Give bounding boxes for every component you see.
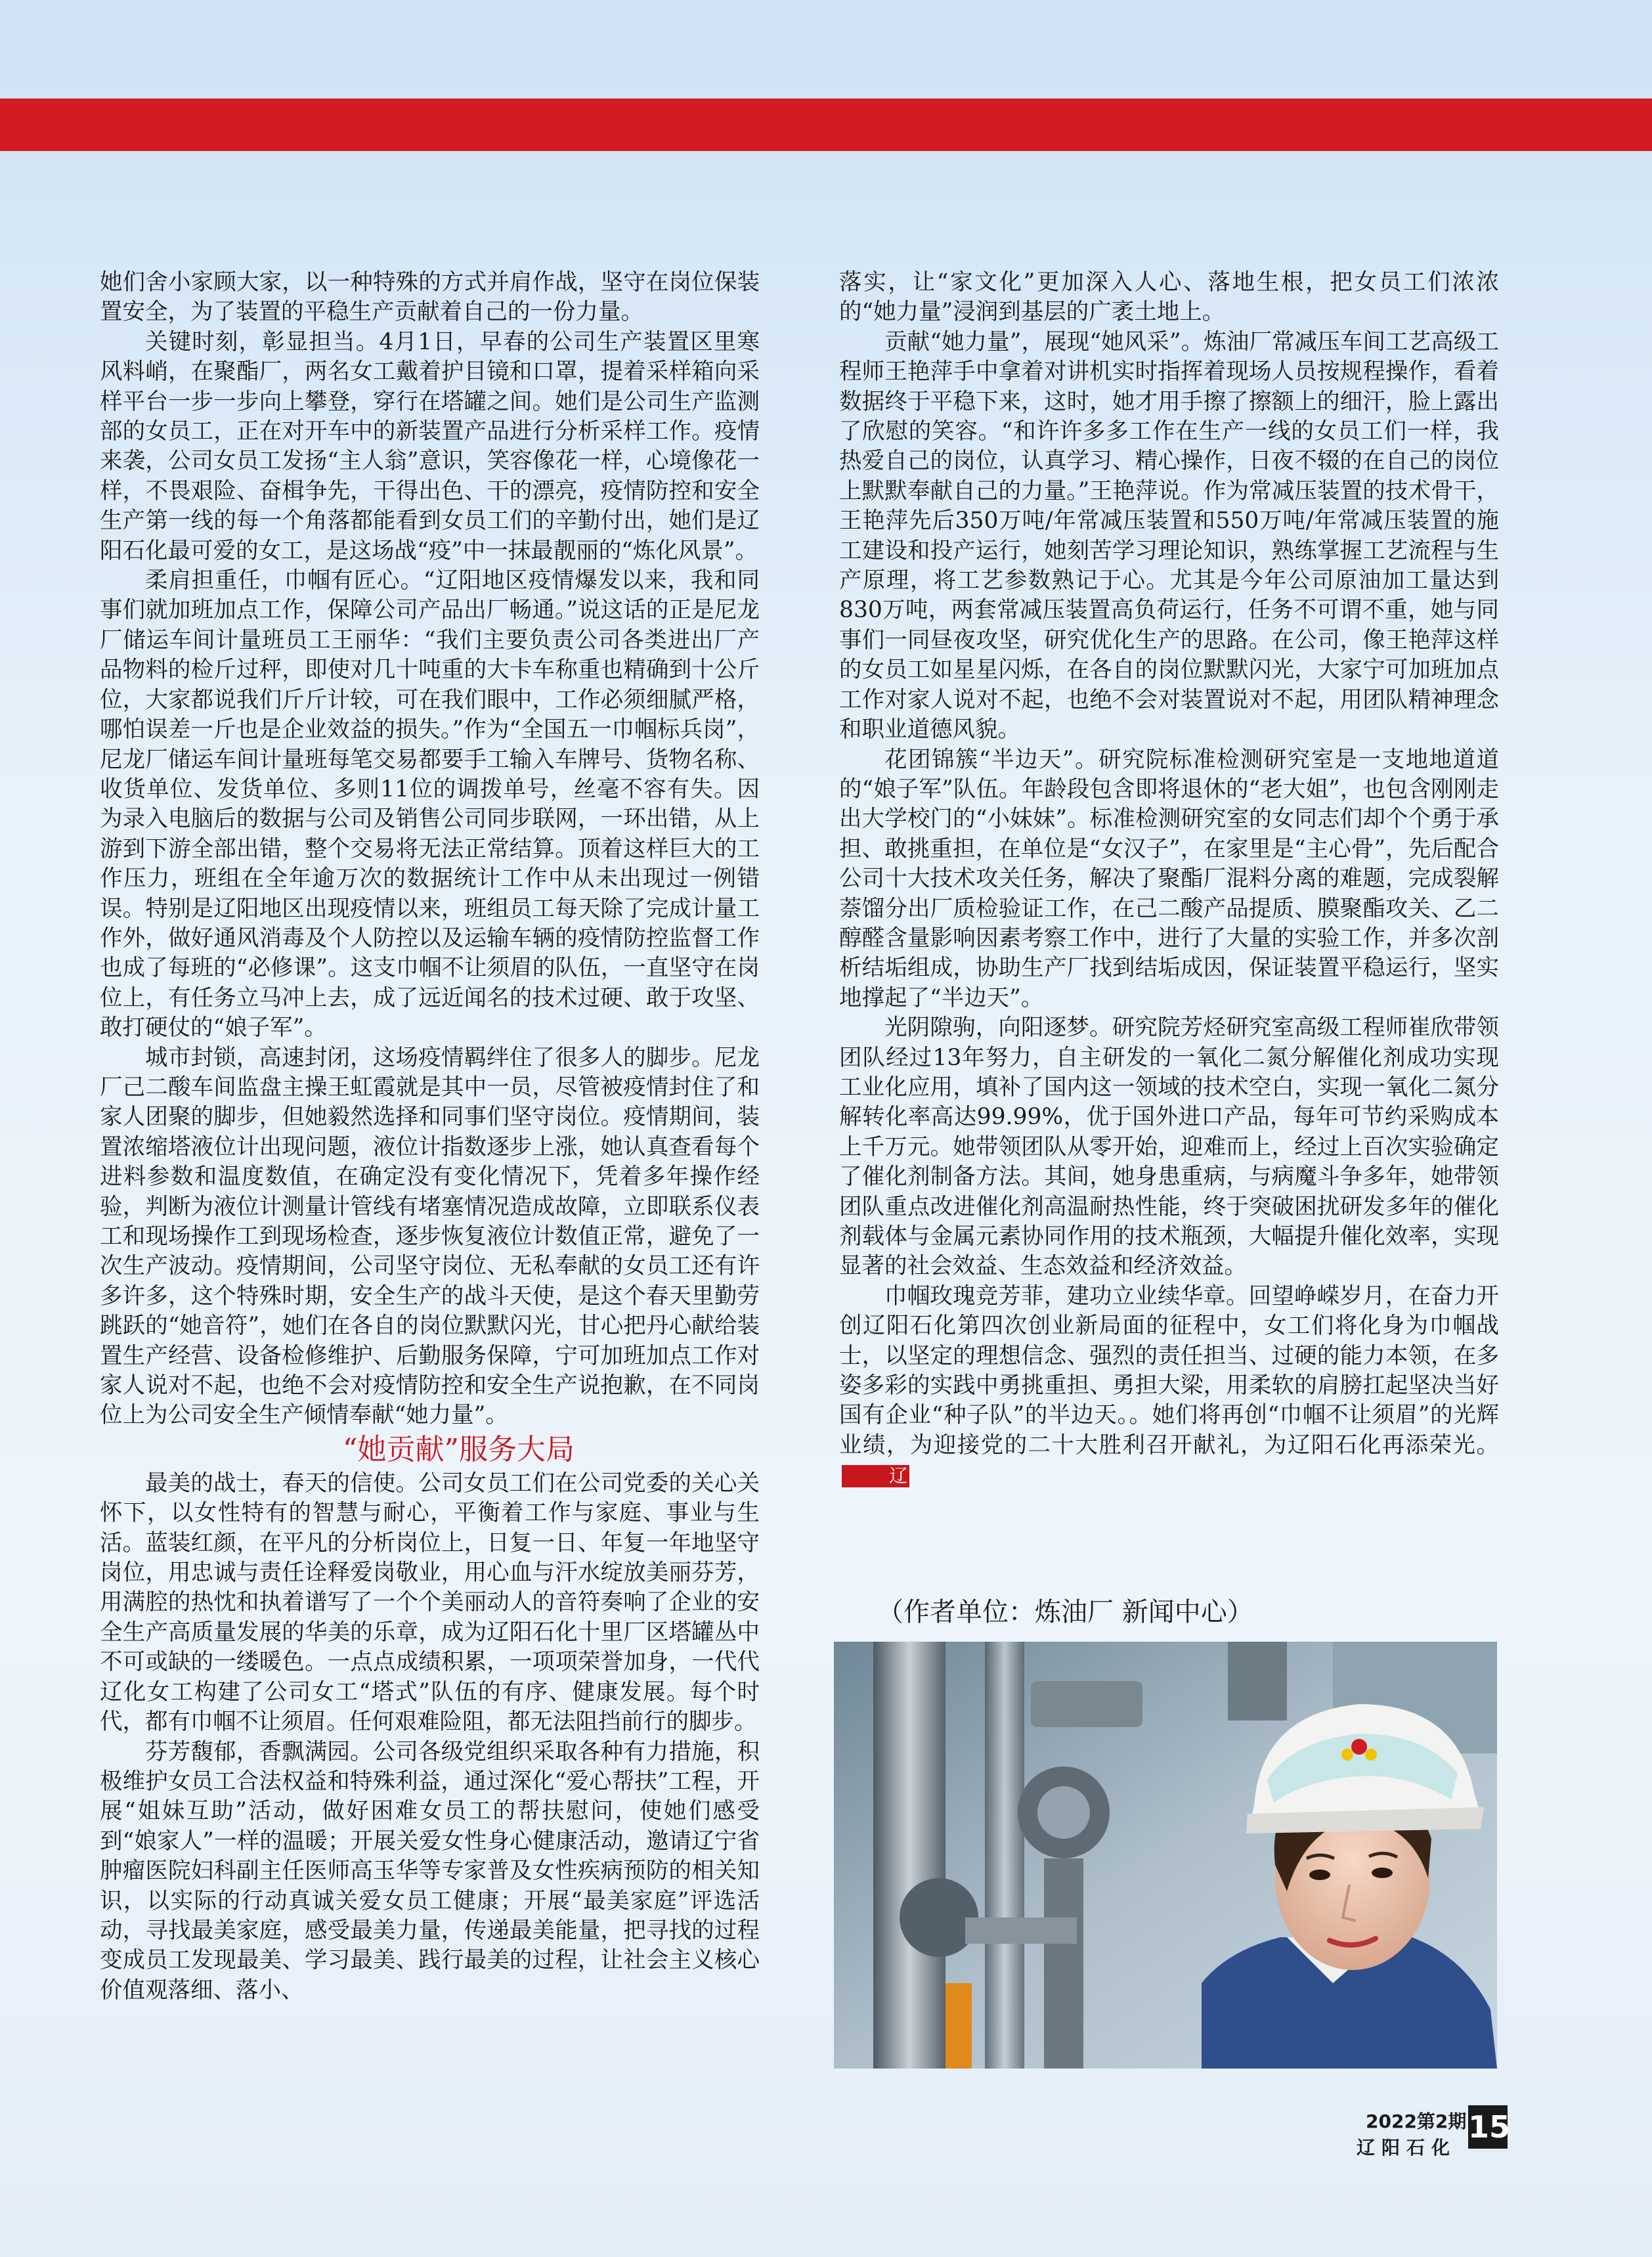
end-mark-icon: 辽 [842, 1465, 909, 1487]
paragraph: 光阴隙驹，向阳逐梦。研究院芳烃研究室高级工程师崔欣带领团队经过13年努力，自主研发的一氧化二氮分解催化剂成功实现工业化应用，填补了国内这一领域的技术空白，实现一氧化二氮分解转化率高达99.99%，优于国外进口产品，每年可节约采购成本上千万元。她带领团队从零开始，迎难而上，经过上百次实验确定了催化剂制备方法。其间，她身患重病，与病魔斗争多年，她带领团队重点改进催化剂高温耐热性能，终于突破困扰研发多年的催化剂载体与金属元素协同作用的技术瓶颈，大幅提升催化效率，实现显著的社会效益、生态效益和经济效益。 [839, 1015, 1499, 1280]
author-affiliation: （作者单位：炼油厂 新闻中心） [877, 1597, 1253, 1627]
paragraph: 柔肩担重任，巾帼有匠心。“辽阳地区疫情爆发以来，我和同事们就加班加点工作，保障公司产品出厂畅通。”说这话的正是尼龙厂储运车间计量班员工王丽华：“我们主要负责公司各类进出厂产品物料的检斤过秤，即使对几十吨重的大卡车称重也精确到十公斤位，大家都说我们斤斤计较，可在我们眼中，工作必须细腻严格，哪怕误差一斤也是企业效益的损失。”作为“全国五一巾帼标兵岗”，尼龙厂储运车间计量班每笔交易都要手工输入车牌号、货物名称、收货单位、发货单位、多则11位的调拨单号，丝毫不容有失。因为录入电脑后的数据与公司及销售公司同步联网，一环出错，从上游到下游全部出错，整个交易将无法正常结算。顶着这样巨大的工作压力，班组在全年逾万次的数据统计工作中从未出现过一例错误。特别是辽阳地区出现疫情以来，班组员工每天除了完成计量工作外，做好通风消毒及个人防控以及运输车辆的疫情防控监督工作也成了每班的“必修课”。这支巾帼不让须眉的队伍，一直坚守在岗位上，有任务立马冲上去，成了远近闻名的技术过硬、敢于攻坚、敢打硬仗的“娘子军”。 [100, 567, 760, 1041]
magazine-name: 辽阳石化 [1357, 2137, 1457, 2158]
section-heading: “她贡献”服务大局 [343, 1432, 575, 1466]
female-worker-photo [834, 1642, 1497, 2069]
paragraph: 花团锦簇“半边天”。研究院标准检测研究室是一支地地道道的“娘子军”队伍。年龄段包含即将退休的“老大姐”，也包含刚刚走出大学校门的“小妹妹”。标准检测研究室的女同志们却个个勇于承担、敢挑重担，在单位是“女汉子”，在家里是“主心骨”，先后配合公司十大技术攻关任务，解决了聚酯厂混料分离的难题，完成裂解萘馏分出厂质检验证工作，在己二酸产品提质、膜聚酯攻关、乙二醇醛含量影响因素考察工作中，进行了大量的实验工作，并多次剖析结垢组成，协助生产厂找到结垢成因，保证装置平稳运行，坚实地撑起了“半边天”。 [839, 746, 1499, 1011]
paragraph-text: 巾帼玫瑰竞芳菲，建功立业续华章。回望峥嵘岁月，在奋力开创辽阳石化第四次创业新局面的征程中，女工们将化身为巾帼战士，以坚定的理想信念、强烈的责任担当、过硬的能力本领，在多姿多彩的实践中勇挑重担、勇担大梁，用柔软的肩膀扛起坚决当好国有企业“种子队”的半边天。。她们将再创“巾帼不让须眉”的光辉业绩，为迎接党的二十大胜利召开献礼，为辽阳石化再添荣光。 [839, 1282, 1499, 1458]
page-number: 15 [1468, 2105, 1508, 2149]
paragraph: 落实，让“家文化”更加深入人心、落地生根，把女员工们浓浓的“她力量”浸润到基层的广袤土地上。 [839, 269, 1499, 326]
paragraph: 关键时刻，彰显担当。4月1日，早春的公司生产装置区里寒风料峭，在聚酯厂，两名女工戴着护目镜和口罩，提着采样箱向采样平台一步一步向上攀登，穿行在塔罐之间。她们是公司生产监测部的女员工，正在对开车中的新装置产品进行分析采样工作。疫情来袭，公司女员工发扬“主人翁”意识，笑容像花一样，心境像花一样，不畏艰险、奋楫争先，干得出色、干的漂亮，疫情防控和安全生产第一线的每一个角落都能看到女员工们的辛勤付出，她们是辽阳石化最可爱的女工，是这场战“疫”中一抹最靓丽的“炼化风景”。 [100, 328, 760, 564]
header-red-band [0, 99, 1652, 151]
paragraph: 芬芳馥郁，香飘满园。公司各级党组织采取各种有力措施，积极维护女员工合法权益和特殊利益，通过深化“爱心帮扶”工程，开展“姐妹互助”活动，做好困难女员工的帮扶慰问，使她们感受到“娘家人”一样的温暖；开展关爱女性身心健康活动，邀请辽宁省肿瘤医院妇科副主任医师高玉华等专家普及女性疾病预防的相关知识，以实际的行动真诚关爱女员工健康；开展“最美家庭”评选活动，寻找最美家庭，感受最美力量，传递最美能量，把寻找的过程变成员工发现最美、学习最美、践行最美的过程，让社会主义核心价值观落细、落小、 [100, 1738, 760, 2004]
paragraph: 最美的战士，春天的信使。公司女员工们在公司党委的关心关怀下，以女性特有的智慧与耐心，平衡着工作与家庭、事业与生活。蓝装红颜，在平凡的分析岗位上，日复一日、年复一年地坚守岗位，用忠诚与责任诠释爱岗敬业，用心血与汗水绽放美丽芬芳，用满腔的热忱和执着谱写了一个个美丽动人的音符奏响了企业的安全生产高质量发展的华美的乐章，成为辽阳石化十里厂区塔罐丛中不可或缺的一缕暖色。一点点成绩积累，一项项荣誉加身，一代代辽化女工构建了公司女工“塔式”队伍的有序、健康发展。每个时代，都有巾帼不让须眉。任何艰难险阻，都无法阻挡前行的脚步。 [100, 1470, 760, 1736]
paragraph: 她们舍小家顾大家，以一种特殊的方式并肩作战，坚守在岗位保装置安全，为了装置的平稳生产贡献着自己的一份力量。 [100, 269, 760, 326]
paragraph: 城市封锁，高速封闭，这场疫情羁绊住了很多人的脚步。尼龙厂己二酸车间监盘主操王虹霞就是其中一员，尽管被疫情封住了和家人团聚的脚步，但她毅然选择和同事们坚守岗位。疫情期间，装置浓缩塔液位计出现问题，液位计指数逐步上涨，她认真查看每个进料参数和温度数值，在确定没有变化情况下，凭着多年操作经验，判断为液位计测量计管线有堵塞情况造成故障，立即联系仪表工和现场操作工到现场检查，逐步恢复液位计数值正常，避免了一次生产波动。疫情期间，公司坚守岗位、无私奉献的女员工还有许多许多，这个特殊时期，安全生产的战斗天使，是这个春天里勤劳跳跃的“她音符”，她们在各自的岗位默默闪光，甘心把丹心献给装置生产经营、设备检修维护、后勤服务保障，宁可加班加点工作对家人说对不起，也绝不会对疫情防控和安全生产说抱歉，在不同岗位上为公司安全生产倾情奉献“她力量”。 [100, 1044, 760, 1429]
paragraph: 贡献“她力量”，展现“她风采”。炼油厂常减压车间工艺高级工程师王艳萍手中拿着对讲机实时指挥着现场人员按规程操作，看着数据终于平稳下来，这时，她才用手擦了擦额上的细汗，脸上露出了欣慰的笑容。“和许许多多工作在生产一线的女员工们一样，我热爱自己的岗位，认真学习、精心操作，日夜不辍的在自己的岗位上默默奉献自己的力量。”王艳萍说。作为常减压装置的技术骨干，王艳萍先后350万吨/年常减压装置和550万吨/年常减压装置的施工建设和投产运行，她刻苦学习理论知识，熟练掌握工艺流程与生产原理，将工艺参数熟记于心。尤其是今年公司原油加工量达到830万吨，两套常减压装置高负荷运行，任务不可谓不重，她与同事们一同昼夜攻坚，研究优化生产的思路。在公司，像王艳萍这样的女员工如星星闪烁，在各自的岗位默默闪光，大家宁可加班加点工作对家人说对不起，也绝不会对装置说对不起，用团队精神理念和职业道德风貌。 [839, 328, 1499, 743]
photo-illustration [834, 1642, 1497, 2069]
article-column-left [100, 268, 760, 2005]
paragraph [839, 1282, 1499, 1491]
issue-label: 2022第2期 [1366, 2111, 1467, 2132]
article-column-right [839, 268, 1499, 1491]
